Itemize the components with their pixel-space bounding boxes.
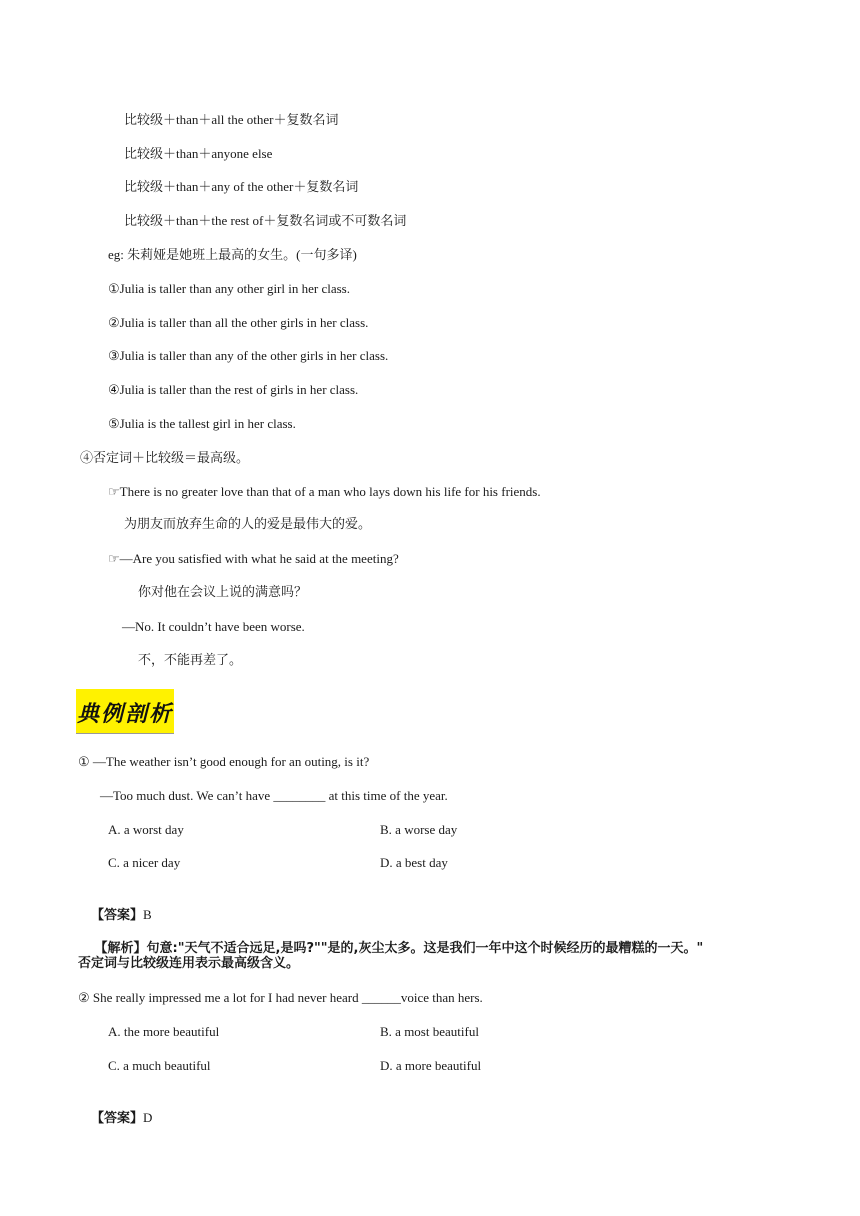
example-label: eg: 朱莉娅是她班上最高的女生。(一句多译) (108, 247, 357, 262)
example-english: ☞There is no greater love than that of a man who lays down his life for his friends. (108, 484, 541, 499)
answer-label: 【答案】 (91, 908, 144, 923)
option-c: C. a nicer day (108, 855, 181, 870)
rule-line: 比较级＋than＋any of the other＋复数名词 (124, 179, 359, 194)
rule-line: 比较级＋than＋all the other＋复数名词 (124, 112, 339, 127)
analysis-continued: 否定词与比较级连用表示最高级含义。 (78, 956, 300, 971)
example-sentence: ②Julia is taller than all the other girls in her class. (108, 315, 369, 330)
analysis-text: 句意:"天气不适合远足,是吗?""是的,灰尘太多。这是我们一年中这个时候经历的最糟糕的一天。" (146, 941, 704, 956)
example-sentence: ⑤Julia is the tallest girl in her class. (108, 416, 296, 431)
section-badge (76, 689, 174, 734)
option-b: B. a worse day (380, 822, 458, 837)
option-c: C. a much beautiful (108, 1058, 211, 1073)
example-chinese: 你对他在会议上说的满意吗？ (138, 585, 308, 600)
example-sentence: ④Julia is taller than the rest of girls in her class. (108, 382, 359, 397)
example-chinese: 为朋友而放弃生命的人的爱是最伟大的爱。 (124, 517, 372, 532)
analysis-label: 【解析】 (94, 941, 147, 956)
point-heading: ④否定词＋比较级＝最高级。 (80, 450, 250, 465)
question-stem: ② She really impressed me a lot for I had never heard ______voice than hers. (78, 990, 483, 1005)
answer-label: 【答案】 (91, 1111, 144, 1126)
question-stem: —Too much dust. We can’t have ________ at this time of the year. (100, 788, 448, 803)
option-b: B. a most beautiful (380, 1024, 479, 1039)
example-english: ☞—Are you satisfied with what he said at the meeting? (108, 551, 399, 566)
option-a: A. the more beautiful (108, 1024, 220, 1039)
example-english: —No. It couldn’t have been worse. (122, 619, 305, 634)
example-sentence: ①Julia is taller than any other girl in her class. (108, 281, 350, 296)
rule-line: 比较级＋than＋the rest of＋复数名词或不可数名词 (124, 213, 407, 228)
answer-value: D (143, 1110, 153, 1125)
example-sentence: ③Julia is taller than any of the other girls in her class. (108, 348, 389, 363)
rule-line: 比较级＋than＋anyone else (124, 146, 273, 161)
example-chinese: 不，不能再差了。 (138, 653, 243, 668)
section-badge-label: 典例剖析 (76, 701, 173, 727)
option-a: A. a worst day (108, 822, 184, 837)
answer-value: B (143, 907, 152, 922)
option-d: D. a best day (380, 855, 448, 870)
question-stem: ① —The weather isn’t good enough for an outing, is it? (78, 754, 370, 769)
option-d: D. a more beautiful (380, 1058, 482, 1073)
answer-line (78, 1091, 152, 1146)
